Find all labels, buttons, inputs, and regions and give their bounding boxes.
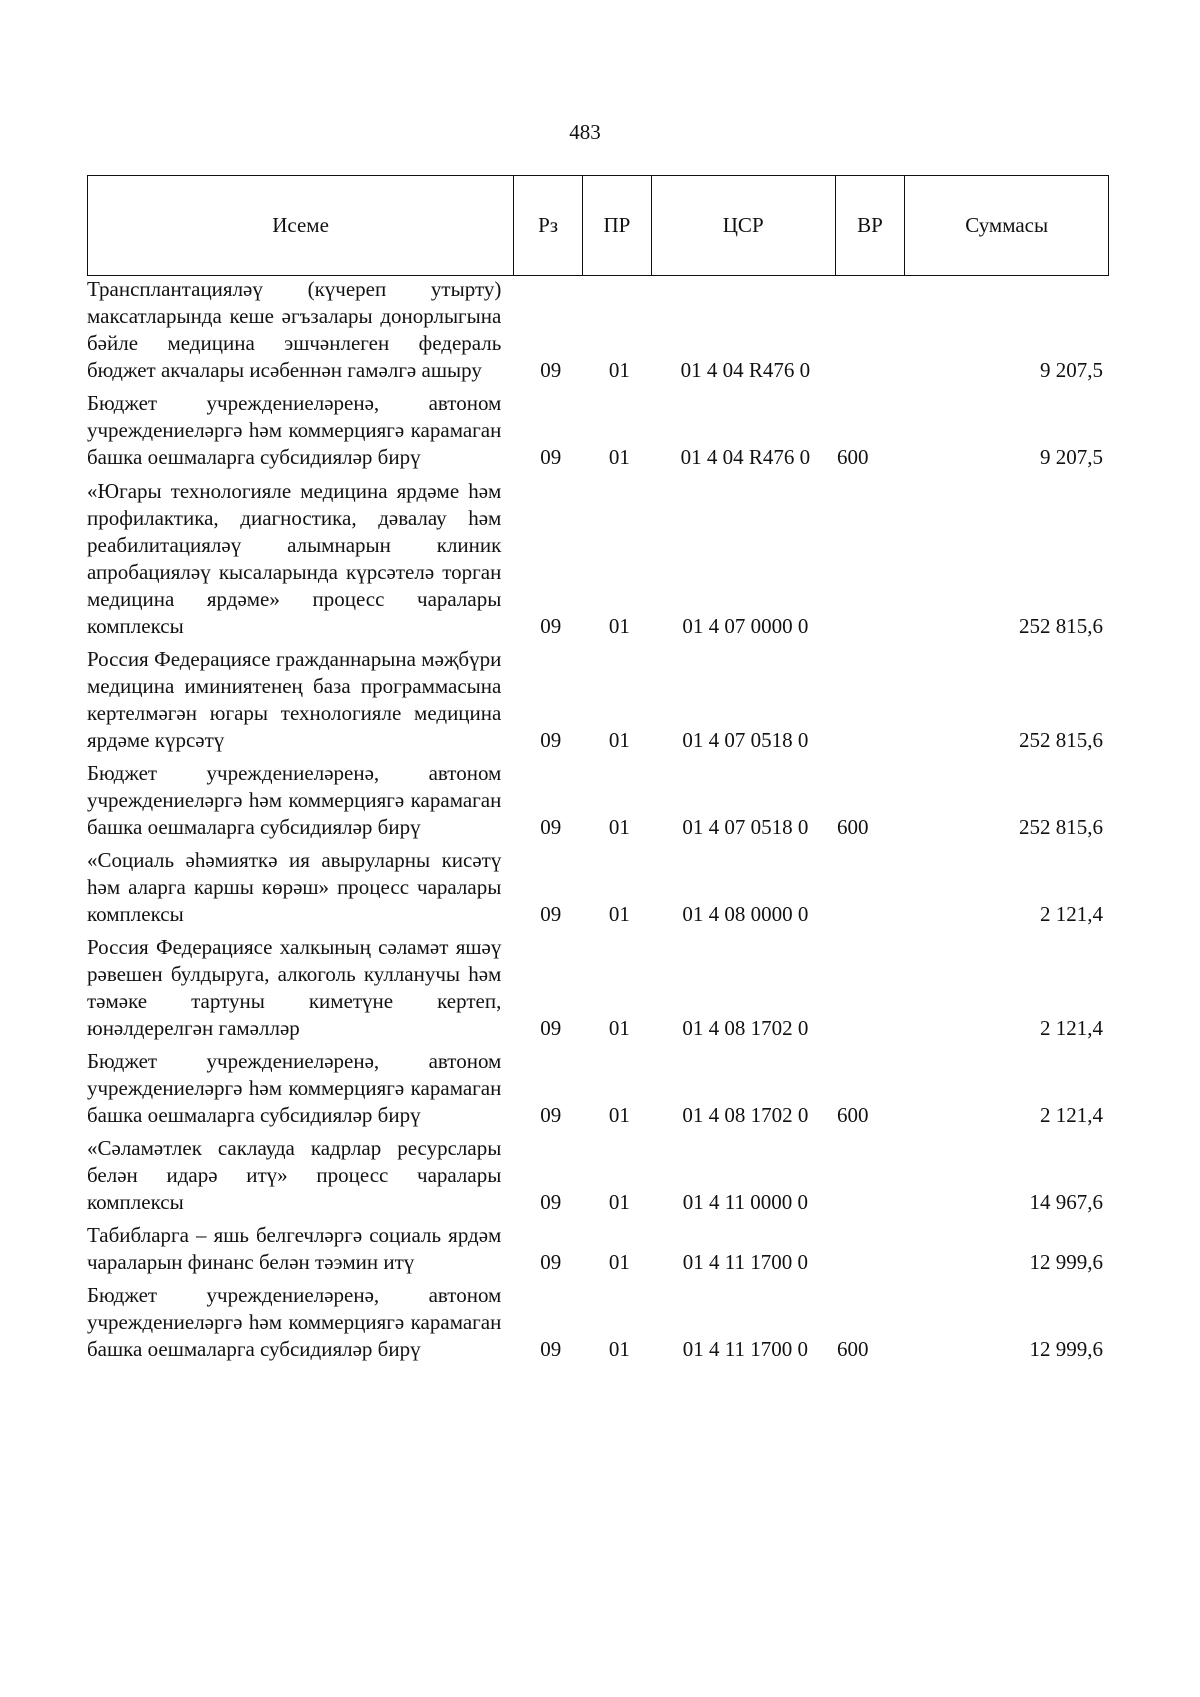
table-row — [87, 646, 1109, 754]
row-csr: 01 4 11 0000 0 — [682, 1190, 809, 1214]
row-rz: 09 — [540, 1016, 562, 1040]
table-row — [87, 1048, 1109, 1129]
table-row — [87, 1222, 1109, 1276]
table-row — [87, 760, 1109, 841]
row-vr: 600 — [837, 815, 869, 839]
row-rz: 09 — [540, 728, 562, 752]
row-sum: 12 999,6 — [1029, 1337, 1103, 1361]
row-sum: 252 815,6 — [1018, 614, 1103, 638]
row-pr: 01 — [608, 815, 630, 839]
row-rz: 09 — [540, 445, 562, 469]
row-sum: 12 999,6 — [1029, 1250, 1103, 1274]
row-rz: 09 — [540, 902, 562, 926]
row-rz: 09 — [540, 815, 562, 839]
row-sum: 252 815,6 — [1018, 815, 1103, 839]
row-sum: 14 967,6 — [1029, 1190, 1103, 1214]
row-vr: 600 — [837, 1103, 869, 1127]
row-sum: 2 121,4 — [1039, 1103, 1103, 1127]
header-pr: ПР — [583, 176, 652, 275]
row-name: Россия Федерациясе гражданнарына мәҗбүри медицина иминиятенең база программасына кертелмәгән югары технологияле медицина ярдәме күрсәтү — [87, 647, 502, 752]
row-sum: 2 121,4 — [1039, 902, 1103, 926]
table-row — [87, 847, 1109, 928]
row-name: «Социаль әһәмияткә ия авыруларны кисәтү һәм аларга каршы көрәш» процесс чаралары комплексы — [87, 848, 502, 926]
table-header — [87, 175, 1109, 276]
table-row — [87, 1282, 1109, 1363]
header-csr: ЦСР — [652, 176, 836, 275]
row-csr: 01 4 08 0000 0 — [682, 902, 809, 926]
row-pr: 01 — [608, 614, 630, 638]
row-csr: 01 4 07 0000 0 — [682, 614, 809, 638]
row-csr: 01 4 08 1702 0 — [682, 1016, 809, 1040]
row-sum: 9 207,5 — [1039, 358, 1103, 382]
row-pr: 01 — [608, 1190, 630, 1214]
row-rz: 09 — [540, 358, 562, 382]
row-name: Россия Федерациясе халкының сәламәт яшәү рәвешен булдыруга, алкоголь кулланучы һәм тәмәке тартуны киметүне кертеп, юнәлдерелгән гамәлләр — [87, 935, 502, 1040]
row-pr: 01 — [608, 1016, 630, 1040]
row-csr: 01 4 08 1702 0 — [682, 1103, 809, 1127]
row-pr: 01 — [608, 1250, 630, 1274]
row-rz: 09 — [540, 1103, 562, 1127]
row-vr: 600 — [837, 445, 869, 469]
row-pr: 01 — [608, 1103, 630, 1127]
table-body — [87, 276, 1109, 1363]
row-pr: 01 — [608, 1337, 630, 1361]
row-sum: 252 815,6 — [1018, 728, 1103, 752]
row-pr: 01 — [608, 902, 630, 926]
row-csr: 01 4 11 1700 0 — [682, 1337, 809, 1361]
row-rz: 09 — [540, 1337, 562, 1361]
row-name: Бюджет учреждениеләренә, автоном учреждениеләргә һәм коммерциягә карамаган башка оешмаларга субсидияләр бирү — [87, 391, 502, 469]
table-row — [87, 276, 1109, 384]
row-name: Бюджет учреждениеләренә, автоном учреждениеләргә һәм коммерциягә карамаган башка оешмаларга субсидияләр бирү — [87, 761, 502, 839]
table-row — [87, 1135, 1109, 1216]
row-csr: 01 4 04 R476 0 — [680, 445, 811, 469]
row-csr: 01 4 11 1700 0 — [682, 1250, 809, 1274]
page-number: 483 — [569, 120, 601, 144]
row-sum: 9 207,5 — [1039, 445, 1103, 469]
header-name: Исеме — [88, 176, 514, 275]
table-row — [87, 934, 1109, 1042]
row-rz: 09 — [540, 1250, 562, 1274]
table-row — [87, 390, 1109, 471]
row-sum: 2 121,4 — [1039, 1016, 1103, 1040]
row-csr: 01 4 07 0518 0 — [682, 728, 809, 752]
row-name: «Сәламәтлек саклауда кадрлар ресурслары белән идарә итү» процесс чаралары комплексы — [87, 1136, 502, 1214]
row-pr: 01 — [608, 358, 630, 382]
row-name: Бюджет учреждениеләренә, автоном учреждениеләргә һәм коммерциягә карамаган башка оешмаларга субсидияләр бирү — [87, 1283, 502, 1361]
row-name: Бюджет учреждениеләренә, автоном учреждениеләргә һәм коммерциягә карамаган башка оешмаларга субсидияләр бирү — [87, 1049, 502, 1127]
table-row — [87, 478, 1109, 640]
row-pr: 01 — [608, 445, 630, 469]
row-rz: 09 — [540, 1190, 562, 1214]
row-name: Табибларга – яшь белгечләргә социаль ярдәм чараларын финанс белән тәэмин итү — [87, 1223, 502, 1274]
header-sum: Суммасы — [965, 213, 1049, 237]
header-vr: ВР — [836, 176, 906, 275]
row-csr: 01 4 07 0518 0 — [682, 815, 809, 839]
row-csr: 01 4 04 R476 0 — [680, 358, 811, 382]
row-vr: 600 — [837, 1337, 869, 1361]
row-pr: 01 — [608, 728, 630, 752]
header-rz: Рз — [514, 176, 583, 275]
row-name: Трансплантацияләү (күчереп утырту) максатларында кеше әгъзалары донорлыгына бәйле медицина эшчәнлеген федераль бюджет акчалары исәбеннән гамәлгә ашыру — [87, 277, 502, 382]
row-name: «Югары технологияле медицина ярдәме һәм профилактика, диагностика, дәвалау һәм реабилитацияләү алымнарын клиник апробацияләү кысаларында күрсәтелә торган медицина ярдәме» процесс чаралары комплексы — [87, 479, 502, 638]
row-rz: 09 — [540, 614, 562, 638]
